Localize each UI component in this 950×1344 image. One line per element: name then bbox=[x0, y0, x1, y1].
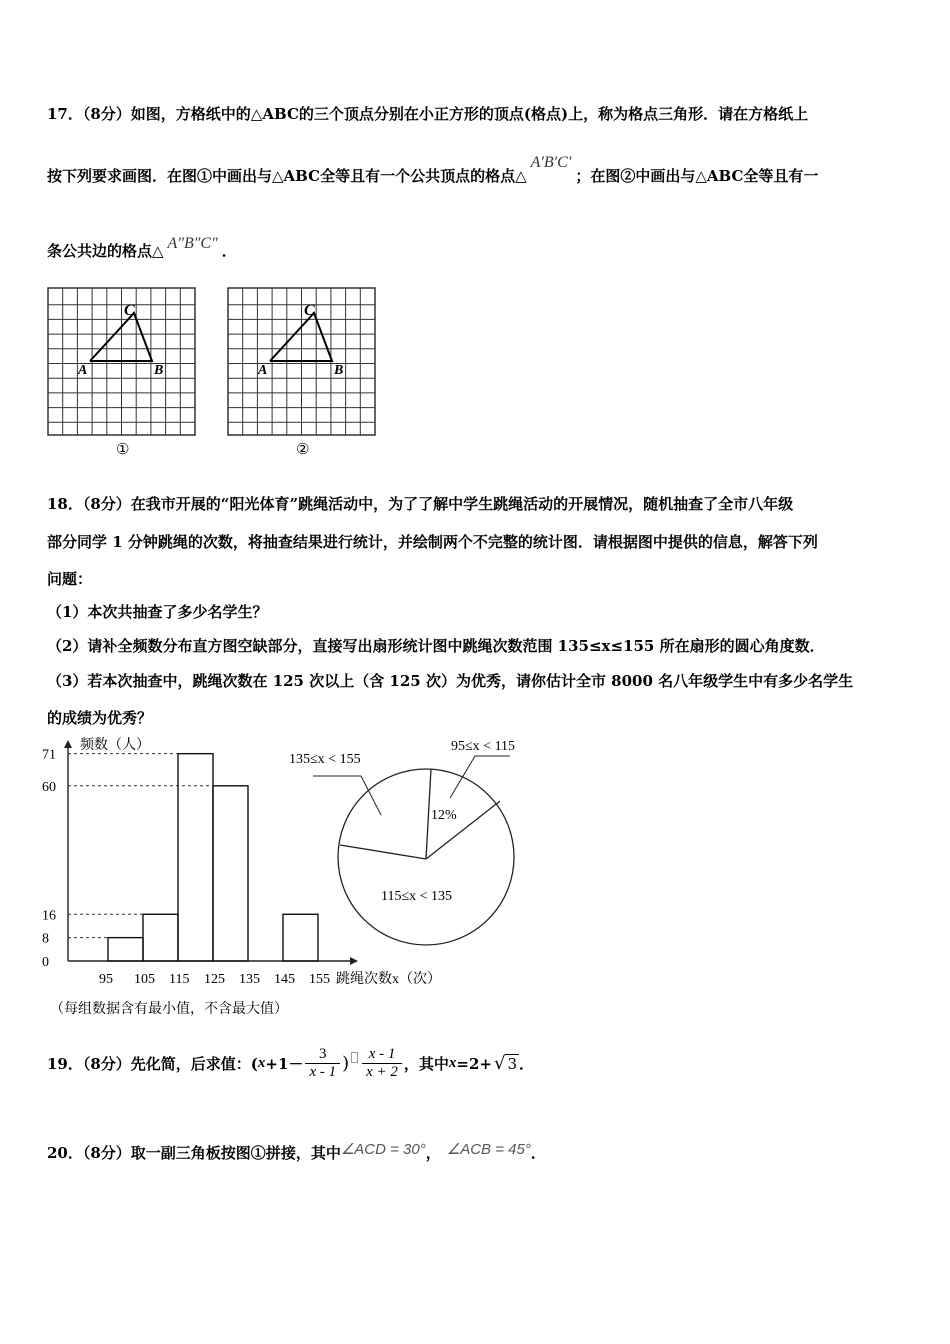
pie-leader-135 bbox=[313, 776, 381, 815]
q19-frac2-den: x + 2 bbox=[366, 1064, 398, 1080]
q18-sub-2: （2）请补全频数分布直方图空缺部分，直接写出扇形统计图中跳绳次数范围 135≤x≤155 所在扇形的圆心角度数． bbox=[47, 637, 825, 655]
caption-2: ② bbox=[296, 442, 310, 458]
q17-line-2 bbox=[47, 154, 819, 186]
q20-text-a: 20．（8分）取一副三角板按图①拼接，其中 bbox=[47, 1144, 341, 1162]
label-c-2: C bbox=[304, 302, 315, 319]
histogram-y-label: 频数（人） bbox=[80, 738, 150, 753]
grid-figure-1 bbox=[40, 282, 210, 462]
q20-angle-acb: ∠ACB = 45° bbox=[446, 1141, 531, 1158]
q19-frac1-den: x - 1 bbox=[309, 1064, 337, 1080]
bar-115-125 bbox=[178, 754, 213, 961]
q19-x-2: x bbox=[448, 1055, 457, 1071]
q17-line-3-text-a: 条公共边的格点△ bbox=[47, 242, 164, 260]
sqrt-symbol-icon: √ bbox=[494, 1053, 506, 1074]
q19-text-a: 19．（8分）先化简，后求值：( bbox=[47, 1055, 258, 1073]
q18-sub-4: 的成绩为优秀？ bbox=[47, 709, 153, 727]
symbol-a-prime-b-prime-c-prime: A′B′C′ bbox=[530, 154, 572, 171]
q18-line-3: 问题： bbox=[47, 570, 93, 588]
pie-label-95-115: 95≤x < 115 bbox=[451, 739, 516, 754]
x-tick-label: 95 bbox=[99, 972, 113, 987]
pie-chart bbox=[280, 728, 550, 968]
q19-text-c: ，其中 bbox=[403, 1055, 449, 1073]
label-a-1: A bbox=[78, 363, 88, 378]
y-axis-arrow-icon bbox=[64, 740, 72, 748]
caption-1: ① bbox=[116, 442, 130, 458]
x-tick-label: 135 bbox=[239, 972, 260, 987]
q17-line-3-text-b: ． bbox=[221, 242, 237, 260]
q17-line-1: 17．（8分）如图，方格纸中的△ABC的三个顶点分别在小正方形的顶点(格点)上，称为格点三角形．请在方格纸上 bbox=[47, 105, 809, 123]
y-tick-label: 8 bbox=[42, 931, 49, 947]
x-tick-label: 155 bbox=[309, 972, 330, 987]
q20-text-b: ． bbox=[530, 1144, 546, 1162]
x-tick-label: 105 bbox=[134, 972, 155, 987]
y-tick-label: 16 bbox=[42, 908, 56, 924]
q19-fraction-1 bbox=[305, 1046, 340, 1081]
q19-frac1-num: 3 bbox=[305, 1046, 340, 1064]
label-c-1: C bbox=[124, 302, 135, 319]
q19-frac2-num: x - 1 bbox=[362, 1046, 402, 1064]
q18-sub-1: （1）本次共抽查了多少名学生？ bbox=[47, 603, 268, 621]
q17-line-2-text-a: 按下列要求画图．在图①中画出与△ABC全等且有一个公共顶点的格点△ bbox=[47, 167, 527, 185]
q19-fraction-2 bbox=[362, 1046, 402, 1081]
pie-value-95-115: 12% bbox=[431, 808, 457, 823]
q19-text-d: =2+ bbox=[456, 1054, 492, 1073]
x-tick-label: 125 bbox=[204, 972, 225, 987]
pie-divider-left bbox=[340, 845, 426, 859]
q19-text-b: +1－ bbox=[265, 1055, 304, 1073]
q19-text-e: ． bbox=[519, 1055, 535, 1073]
q19-line bbox=[47, 1046, 534, 1081]
q19-paren-close: ) bbox=[342, 1053, 350, 1074]
y-tick-label: 0 bbox=[42, 955, 49, 970]
histogram-x-label: 跳绳次数x（次） bbox=[336, 972, 441, 987]
histogram-note: （每组数据含有最小值，不含最大值） bbox=[50, 1002, 288, 1017]
bar-95-105 bbox=[108, 938, 143, 961]
q17-line-2-text-b: ；在图②中画出与△ABC全等且有一 bbox=[575, 167, 819, 185]
y-tick-label: 71 bbox=[42, 747, 56, 763]
x-tick-label: 115 bbox=[169, 972, 190, 987]
symbol-a-double-prime: A″B″C″ bbox=[167, 235, 218, 252]
pie-leader-95 bbox=[450, 756, 510, 798]
y-tick-label: 60 bbox=[42, 779, 56, 795]
grid-figure-2 bbox=[220, 282, 390, 462]
pie-label-135-155: 135≤x < 155 bbox=[289, 752, 361, 767]
label-b-2: B bbox=[334, 363, 344, 378]
bar-125-135 bbox=[213, 786, 248, 961]
label-a-2: A bbox=[258, 363, 268, 378]
label-b-1: B bbox=[154, 363, 164, 378]
x-tick-label: 145 bbox=[274, 972, 295, 987]
q19-division-icon bbox=[351, 1052, 358, 1063]
q19-sqrt-arg: 3 bbox=[507, 1055, 518, 1073]
pie-label-115-135: 115≤x < 135 bbox=[381, 889, 453, 904]
q20-line bbox=[47, 1142, 546, 1163]
q20-angle-acd: ∠ACD = 30° bbox=[340, 1141, 426, 1158]
q18-sub-3: （3）若本次抽查中，跳绳次数在 125 次以上（含 125 次）为优秀，请你估计全市 8000 名八年级学生中有多少名学生 bbox=[47, 672, 854, 690]
bar-105-115 bbox=[143, 914, 178, 961]
q17-line-3 bbox=[47, 235, 237, 261]
q18-line-1: 18．（8分）在我市开展的“阳光体育”跳绳活动中，为了了解中学生跳绳活动的开展情况，随机抽查了全市八年级 bbox=[47, 495, 794, 513]
q19-x-1: x bbox=[257, 1055, 266, 1071]
q20-sep: ， bbox=[425, 1144, 441, 1162]
q18-line-2: 部分同学 1 分钟跳绳的次数，将抽查结果进行统计，并绘制两个不完整的统计图．请根据图中提供的信息，解答下列 bbox=[47, 533, 818, 551]
